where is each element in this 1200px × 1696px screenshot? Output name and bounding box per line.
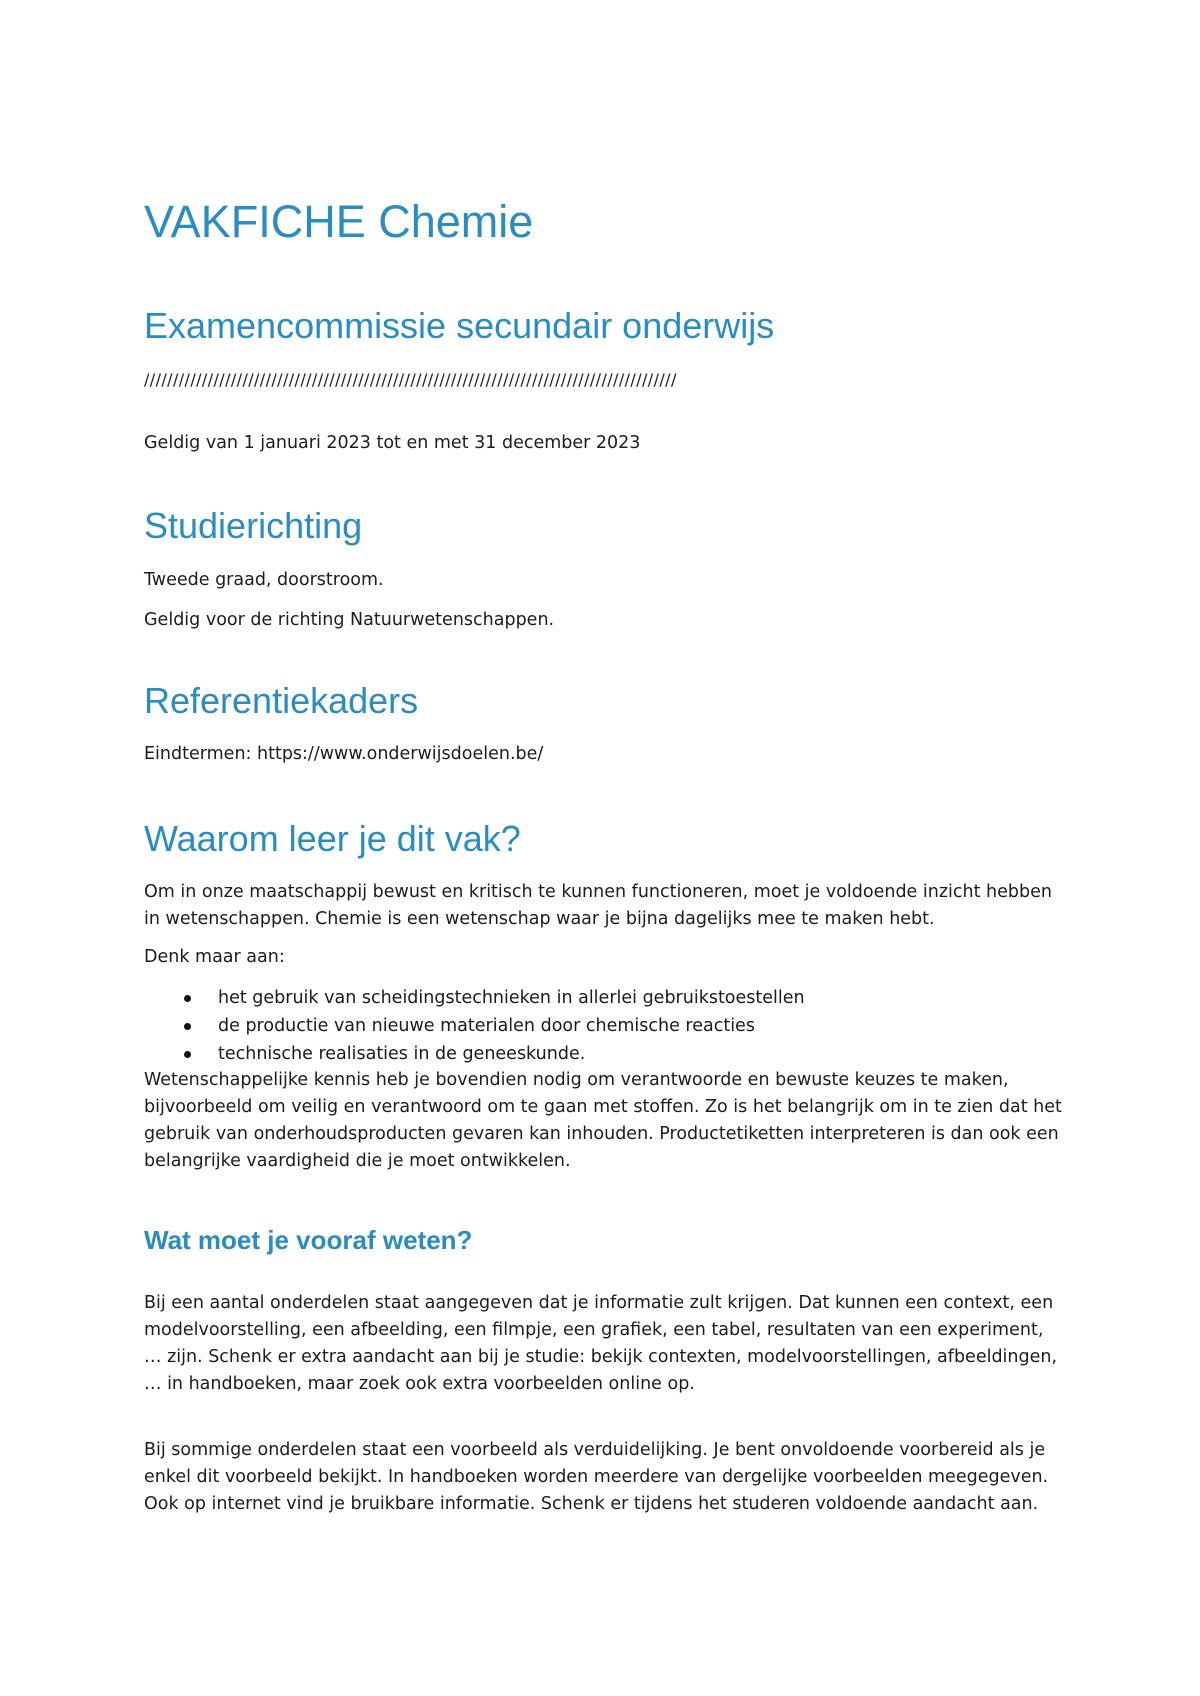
referentiekaders-line-1: Eindtermen: https://www.onderwijsdoelen.be/	[144, 744, 544, 764]
vooraf-heading: Wat moet je vooraf weten?	[144, 1225, 473, 1255]
list-item: het gebruik van scheidingstechnieken in allerlei gebruikstoestellen	[184, 984, 805, 1012]
bullet-icon	[184, 1023, 191, 1030]
vooraf-paragraph-1: Bij een aantal onderdelen staat aangegeven dat je informatie zult krijgen. Dat kunnen een context, een modelvoorstelling, een afbeelding, een filmpje, een grafiek, een tabel, resultaten van een experiment, … zijn. Schenk er extra aandacht aan bij je studie: bekijk contexten, modelvoorstellingen, afbeeldingen, … in handboeken, maar zoek ook extra voorbeelden online op.	[144, 1293, 1058, 1394]
page-title: VAKFICHE Chemie	[144, 196, 534, 247]
waarom-outro: Wetenschappelijke kennis heb je bovendien nodig om verantwoorde en bewuste keuzes te maken, bijvoorbeeld om veilig en verantwoord om te gaan met stoffen. Zo is het belangrijk om in te zien dat het gebruik van onderhoudsproducten gevaren kan inhouden. Productetiketten interpreteren is dan ook een belangrijke vaardigheid die je moet ontwikkelen.	[144, 1070, 1062, 1171]
referentiekaders-heading: Referentiekaders	[144, 680, 419, 721]
bullet-icon	[184, 1051, 191, 1058]
validity-text: Geldig van 1 januari 2023 tot en met 31 december 2023	[144, 433, 641, 453]
list-item: technische realisaties in de geneeskunde.	[184, 1040, 805, 1068]
studierichting-line-1: Tweede graad, doorstroom.	[144, 570, 384, 590]
waarom-lead: Denk maar aan:	[144, 947, 285, 967]
subtitle: Examencommissie secundair onderwijs	[144, 305, 775, 346]
bullet-icon	[184, 995, 191, 1002]
divider-line: ////////////////////////////////////////////////////////////////////////////////////////////	[144, 370, 677, 389]
list-item: de productie van nieuwe materialen door chemische reacties	[184, 1012, 805, 1040]
waarom-bullet-list	[184, 984, 805, 1068]
studierichting-heading: Studierichting	[144, 505, 363, 546]
studierichting-line-2: Geldig voor de richting Natuurwetenschappen.	[144, 610, 555, 630]
waarom-heading: Waarom leer je dit vak?	[144, 818, 521, 859]
waarom-intro: Om in onze maatschappij bewust en kritisch te kunnen functioneren, moet je voldoende inzicht hebben in wetenschappen. Chemie is een wetenschap waar je bijna dagelijks mee te maken hebt.	[144, 882, 1052, 929]
vooraf-paragraph-2: Bij sommige onderdelen staat een voorbeeld als verduidelijking. Je bent onvoldoende voorbereid als je enkel dit voorbeeld bekijkt. In handboeken worden meerdere van dergelijke voorbeelden meegegeven. Ook op internet vind je bruikbare informatie. Schenk er tijdens het studeren voldoende aandacht aan.	[144, 1440, 1049, 1514]
